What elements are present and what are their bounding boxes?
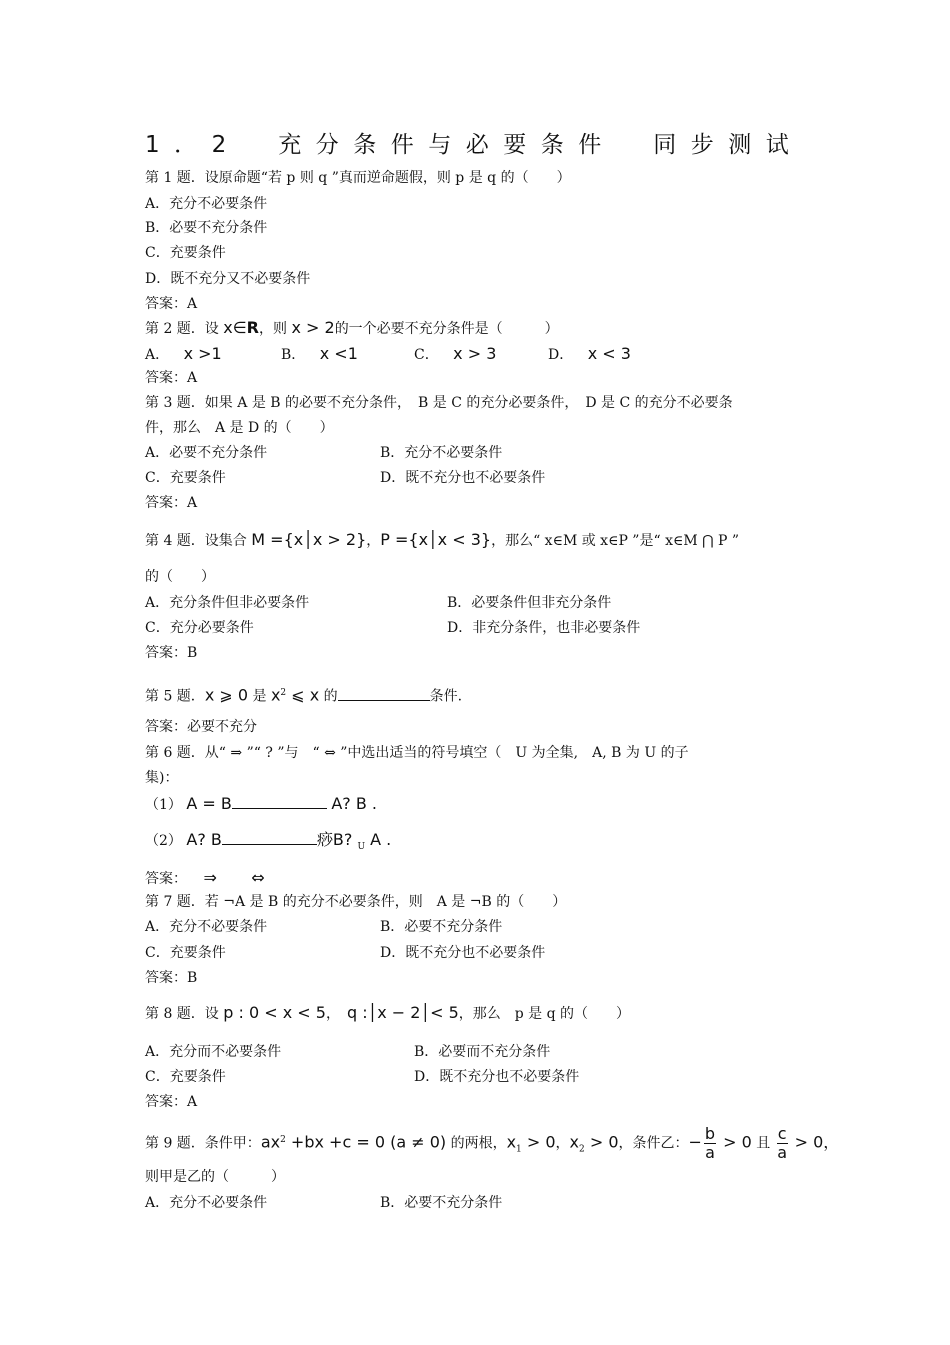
q9-stem-line1	[145, 1120, 839, 1169]
q4-option-a: A．充分条件但非必要条件	[145, 595, 310, 611]
q9-fraction-c-over-a	[777, 1125, 788, 1162]
q7-option-d: D．既不充分也不必要条件	[380, 945, 546, 961]
q6-stem-line1: 第 6 题．从“ ⇒ ”“ ? ”与 “ ⇔ ”中选出适当的符号填空（ U 为全集, A, B 为 U 的子	[145, 745, 689, 761]
q9-fraction1-numerator: b	[704, 1124, 716, 1144]
q7-answer: 答案：B	[145, 970, 198, 986]
q6-answer-label: 答案：	[145, 871, 187, 887]
q9-gt2: > 0，	[789, 1132, 840, 1152]
q6-part2-sub: U	[357, 841, 366, 852]
q9-fraction1-denominator: a	[705, 1143, 715, 1163]
q2-stem-math1: x∈	[223, 318, 247, 337]
q1-option-c: C．充要条件	[145, 245, 226, 261]
page-title: 1．2 充分条件与必要条件 同步测试	[145, 132, 804, 158]
q7-stem: 第 7 题．若 ¬A 是 B 的充分不必要条件，则 A 是 ¬B 的（ ）	[145, 894, 567, 910]
q9-stem-mid: 的两根，	[446, 1135, 507, 1152]
q5-stem	[145, 683, 462, 707]
q2-options	[145, 344, 222, 365]
q9-condition-2-label: ，条件乙：	[618, 1135, 689, 1152]
q5-answer: 答案：必要不充分	[145, 719, 257, 735]
q4-stem-post: ，那么“ x∈M 或 x∈P ”是“ x∈M ⋂ P ”	[491, 533, 740, 549]
q3-option-b: B．充分不必要条件	[380, 445, 503, 461]
q9-x2-post: > 0	[584, 1132, 619, 1152]
q7-option-a: A．充分不必要条件	[145, 919, 268, 935]
q2-option-b	[281, 344, 358, 365]
q4-set-m: M ={x│x > 2}	[251, 530, 367, 549]
q4-option-d: D．非充分条件，也非必要条件	[447, 620, 641, 636]
q6-part2-right: 痧B?	[316, 830, 358, 849]
q9-stem-pre: 第 9 题．条件甲：	[145, 1135, 261, 1152]
q2-option-c	[414, 344, 496, 365]
q5-math1: x ⩾ 0	[204, 685, 249, 705]
q8-option-a: A．充分而不必要条件	[145, 1044, 282, 1060]
q5-math2: x	[270, 685, 281, 705]
q4-option-b: B．必要条件但非充分条件	[447, 595, 612, 611]
q9-option-b: B．必要不充分条件	[380, 1195, 503, 1211]
q4-option-c: C．充分必要条件	[145, 620, 254, 636]
q2-option-d	[548, 344, 631, 365]
q9-comma: ，	[555, 1135, 570, 1152]
q6-answer-1: ⇒	[203, 868, 217, 887]
q5-math3: ⩽ x	[286, 685, 320, 705]
q9-fraction2-denominator: a	[777, 1143, 788, 1163]
q8-answer: 答案：A	[145, 1094, 198, 1110]
q2-stem-mid: ，则	[259, 321, 292, 337]
q2-stem-set-r: R	[246, 318, 259, 337]
q4-stem-sep: ，	[366, 533, 381, 549]
q8-stem-sep: ，	[325, 1006, 347, 1022]
q6-part2-blank	[222, 830, 317, 845]
q4-set-p: P ={x│x < 3}	[380, 530, 492, 549]
q8-stem	[145, 1003, 630, 1024]
q5-stem-mid2: 的	[319, 688, 338, 705]
q9-x1-sub: 1	[516, 1144, 522, 1155]
q6-part2-label: （2）	[145, 833, 182, 849]
q2-option-a-value: x >1	[183, 344, 222, 363]
q4-stem-line2: 的（ ）	[145, 569, 215, 585]
q2-option-c-label: C．	[414, 347, 439, 363]
q9-equation-sup: 2	[280, 1135, 286, 1145]
q7-option-b: B．必要不充分条件	[380, 919, 503, 935]
q6-part1-right: A? B .	[331, 794, 377, 813]
q4-stem-line1	[145, 530, 739, 551]
q3-answer: 答案：A	[145, 495, 198, 511]
q2-option-b-value: x <1	[319, 344, 358, 363]
q6-answer	[145, 868, 265, 889]
q6-stem-line2: 集)：	[145, 770, 179, 786]
q9-x2-sub: 2	[579, 1144, 585, 1155]
q3-stem-line2: 件，那么 A 是 D 的（ ）	[145, 420, 334, 436]
q8-option-c: C．充要条件	[145, 1069, 226, 1085]
q3-option-c: C．充要条件	[145, 470, 226, 486]
q9-stem-line2: 则甲是乙的（ ）	[145, 1169, 285, 1185]
q8-stem-pre: 第 8 题．设	[145, 1006, 224, 1022]
q3-stem-line1: 第 3 题．如果 A 是 B 的必要不充分条件， B 是 C 的充分必要条件， D 是 C 的充分不必要条	[145, 395, 733, 411]
q8-p-condition: p : 0 < x < 5	[223, 1003, 326, 1022]
q2-option-b-label: B．	[281, 347, 306, 363]
q8-q-condition: q :│x − 2│< 5	[346, 1003, 459, 1022]
q2-stem-pre: 第 2 题．设	[145, 321, 224, 337]
q2-option-c-value: x > 3	[453, 344, 497, 363]
q9-equation-a: ax	[260, 1132, 281, 1152]
q6-part1-blank	[232, 794, 327, 809]
q6-part1	[145, 794, 377, 815]
q5-stem-pre: 第 5 题．	[145, 688, 205, 705]
q1-stem: 第 1 题．设原命题“若 p 则 q ”真而逆命题假，则 p 是 q 的（ ）	[145, 170, 571, 186]
q6-part1-label: （1）	[145, 797, 182, 813]
q9-fraction-b-over-a	[704, 1125, 716, 1162]
q5-math-sup: 2	[280, 688, 287, 698]
q5-answer-blank	[338, 686, 430, 701]
q9-gt1: > 0	[718, 1132, 752, 1152]
q2-answer: 答案：A	[145, 370, 198, 386]
q2-stem	[145, 318, 559, 339]
q9-negative-sign: −	[688, 1132, 702, 1152]
q4-stem-pre: 第 4 题．设集合	[145, 533, 252, 549]
q7-option-c: C．充要条件	[145, 945, 226, 961]
q6-part2	[145, 830, 391, 857]
q5-stem-mid1: 是	[248, 688, 271, 705]
q2-option-d-value: x < 3	[587, 344, 631, 363]
q8-option-b: B．必要而不充分条件	[414, 1044, 551, 1060]
q1-answer: 答案：A	[145, 296, 198, 312]
q2-stem-math2: x > 2	[291, 318, 335, 337]
q6-answer-2: ⇔	[251, 868, 265, 887]
q1-option-d: D．既不充分又不必要条件	[145, 271, 311, 287]
q9-fraction2-numerator: c	[777, 1124, 787, 1144]
q6-part2-left: A? B	[186, 830, 222, 849]
q3-option-d: D．既不充分也不必要条件	[380, 470, 546, 486]
q6-part2-end: A .	[365, 830, 392, 849]
q8-option-d: D．既不充分也不必要条件	[414, 1069, 580, 1085]
q9-equation-b: +bx +c = 0 (a ≠ 0)	[285, 1132, 447, 1152]
q9-option-a: A．充分不必要条件	[145, 1195, 268, 1211]
q4-answer: 答案：B	[145, 645, 198, 661]
q6-part1-left: A = B	[186, 794, 232, 813]
q8-stem-post: ，那么 p 是 q 的（ ）	[458, 1006, 631, 1022]
q9-x1: x	[506, 1132, 517, 1152]
q9-x1-post: > 0	[521, 1132, 556, 1152]
q2-option-d-label: D．	[548, 347, 574, 363]
q1-option-a: A．充分不必要条件	[145, 196, 268, 212]
q3-option-a: A．必要不充分条件	[145, 445, 268, 461]
q9-x2: x	[569, 1132, 580, 1152]
q9-and: 且	[751, 1135, 775, 1152]
q2-option-a-label: A．	[145, 347, 170, 363]
q1-option-b: B．必要不充分条件	[145, 220, 268, 236]
q2-stem-post: 的一个必要不充分条件是（ ）	[334, 321, 559, 337]
q5-stem-post: 条件.	[429, 688, 463, 705]
